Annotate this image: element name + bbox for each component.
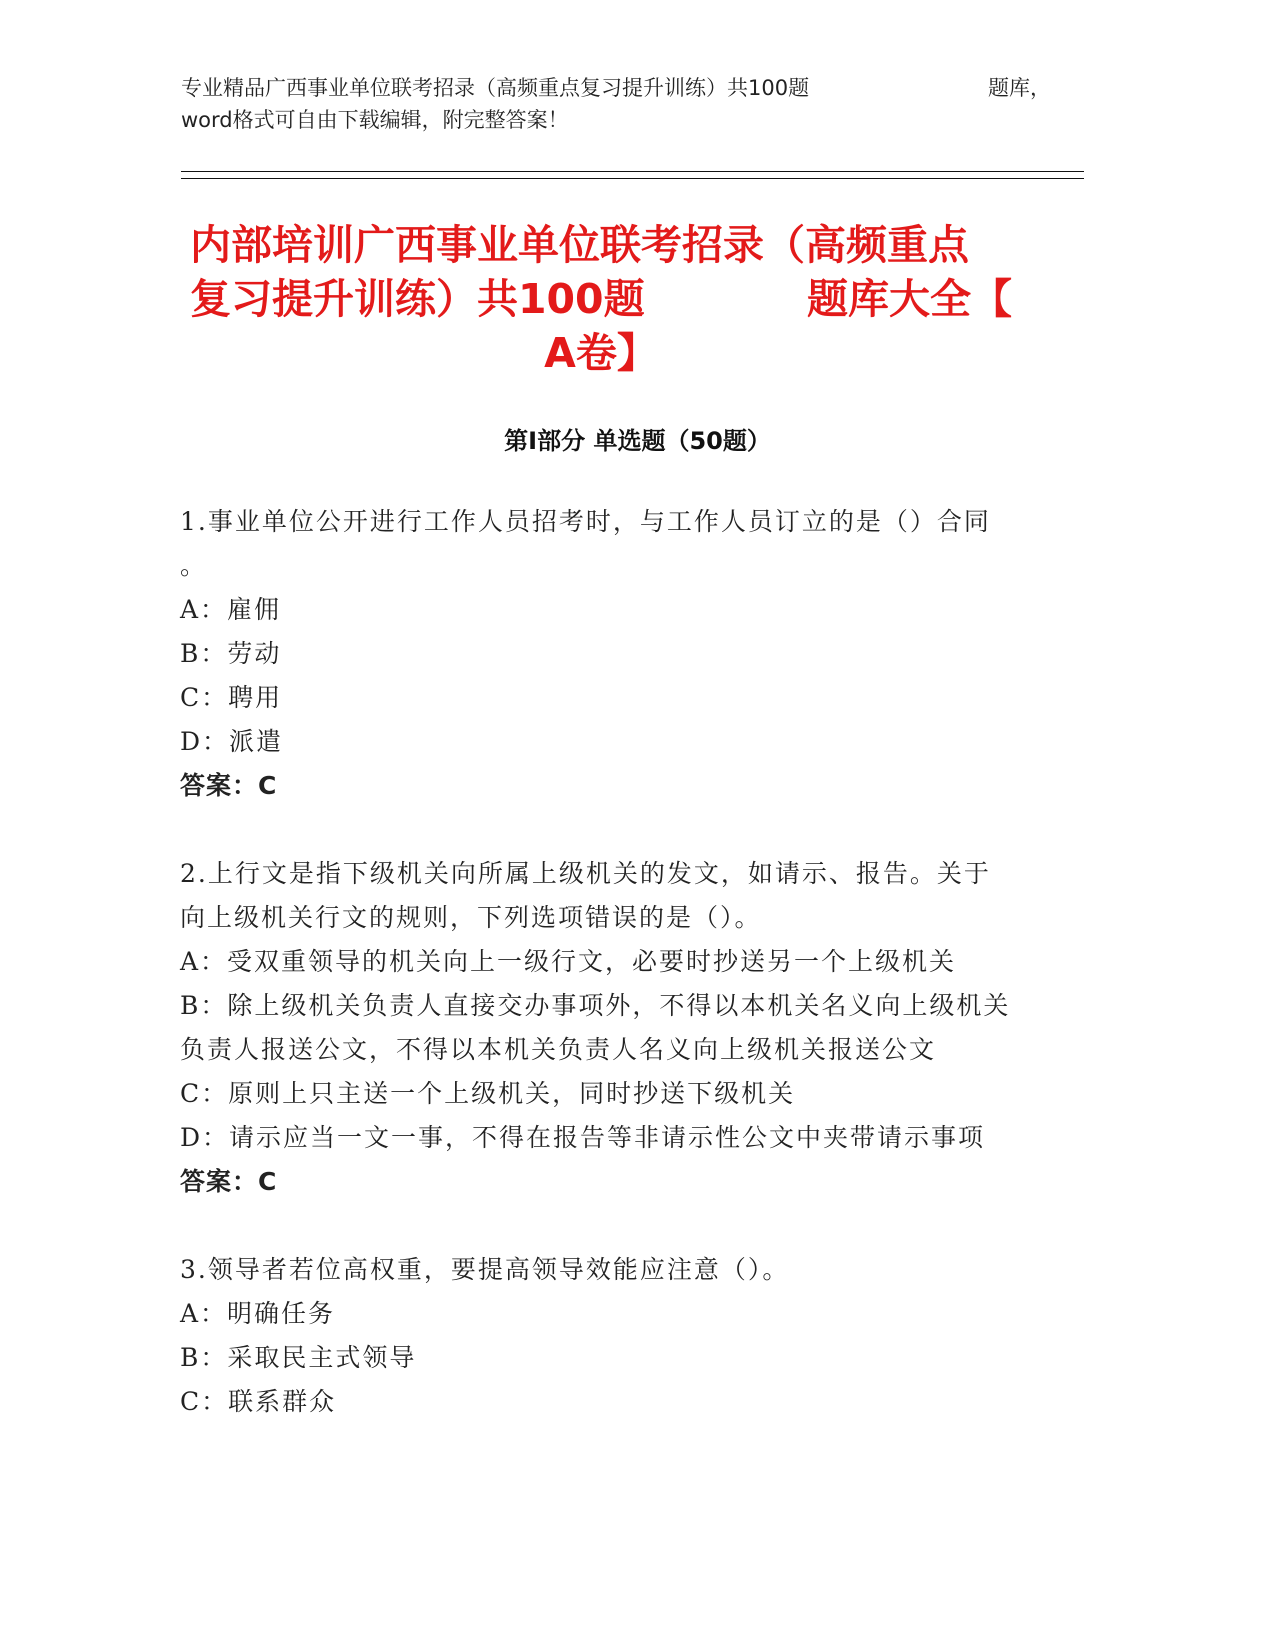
title-row-2-left: 复习提升训练）共100题 (190, 275, 645, 323)
option-a: A：明确任务 (180, 1299, 336, 1328)
option-c: C：联系群众 (180, 1387, 337, 1416)
header-divider-bottom (181, 178, 1084, 179)
question-stem-line: 1.事业单位公开进行工作人员招考时，与工作人员订立的是（）合同 (180, 507, 991, 536)
question-spacer (180, 808, 1040, 852)
answer-line: 答案：C (180, 1167, 278, 1196)
option-c: C：聘用 (180, 683, 283, 712)
option-b: B：除上级机关负责人直接交办事项外，不得以本机关名义向上级机关 (180, 991, 1011, 1020)
question-2 (180, 852, 1040, 1204)
option-b-continued: 负责人报送公文，不得以本机关负责人名义向上级机关报送公文 (180, 1035, 937, 1064)
question-stem-line: 。 (180, 551, 208, 580)
section-title: 第Ⅰ部分 单选题（50题） (504, 427, 771, 455)
title-row-1: 内部培训广西事业单位联考招录（高频重点 (190, 221, 969, 269)
answer-line: 答案：C (180, 771, 278, 800)
header-right-text: 题库， (988, 76, 1051, 100)
option-a: A：受双重领导的机关向上一级行文，必要时抄送另一个上级机关 (180, 947, 957, 976)
question-spacer (180, 1204, 1040, 1248)
document-title (190, 218, 1040, 380)
title-row-3: A卷】 (544, 329, 658, 377)
option-d: D：请示应当一文一事，不得在报告等非请示性公文中夹带请示事项 (180, 1123, 986, 1152)
option-d: D：派遣 (180, 727, 284, 756)
question-1 (180, 500, 1040, 808)
page-header (181, 72, 1051, 136)
header-line-2: word格式可自由下载编辑，附完整答案！ (181, 108, 569, 132)
title-row-2 (190, 272, 1012, 326)
title-row-2-right: 题库大全【 (807, 275, 1012, 323)
option-c: C：原则上只主送一个上级机关，同时抄送下级机关 (180, 1079, 796, 1108)
question-stem-line: 2.上行文是指下级机关向所属上级机关的发文，如请示、报告。关于 (180, 859, 991, 888)
question-stem-line: 向上级机关行文的规则，下列选项错误的是（）。 (180, 903, 762, 932)
option-b: B：采取民主式领导 (180, 1343, 417, 1372)
header-divider-top (181, 171, 1084, 172)
option-a: A：雇佣 (180, 595, 282, 624)
question-stem-line: 3.领导者若位高权重，要提高领导效能应注意（）。 (180, 1255, 790, 1284)
header-left-text: 专业精品广西事业单位联考招录（高频重点复习提升训练）共100题 (181, 76, 810, 100)
header-line-1 (181, 72, 1051, 104)
option-b: B：劳动 (180, 639, 282, 668)
question-3 (180, 1248, 1040, 1424)
question-list (180, 500, 1040, 1424)
